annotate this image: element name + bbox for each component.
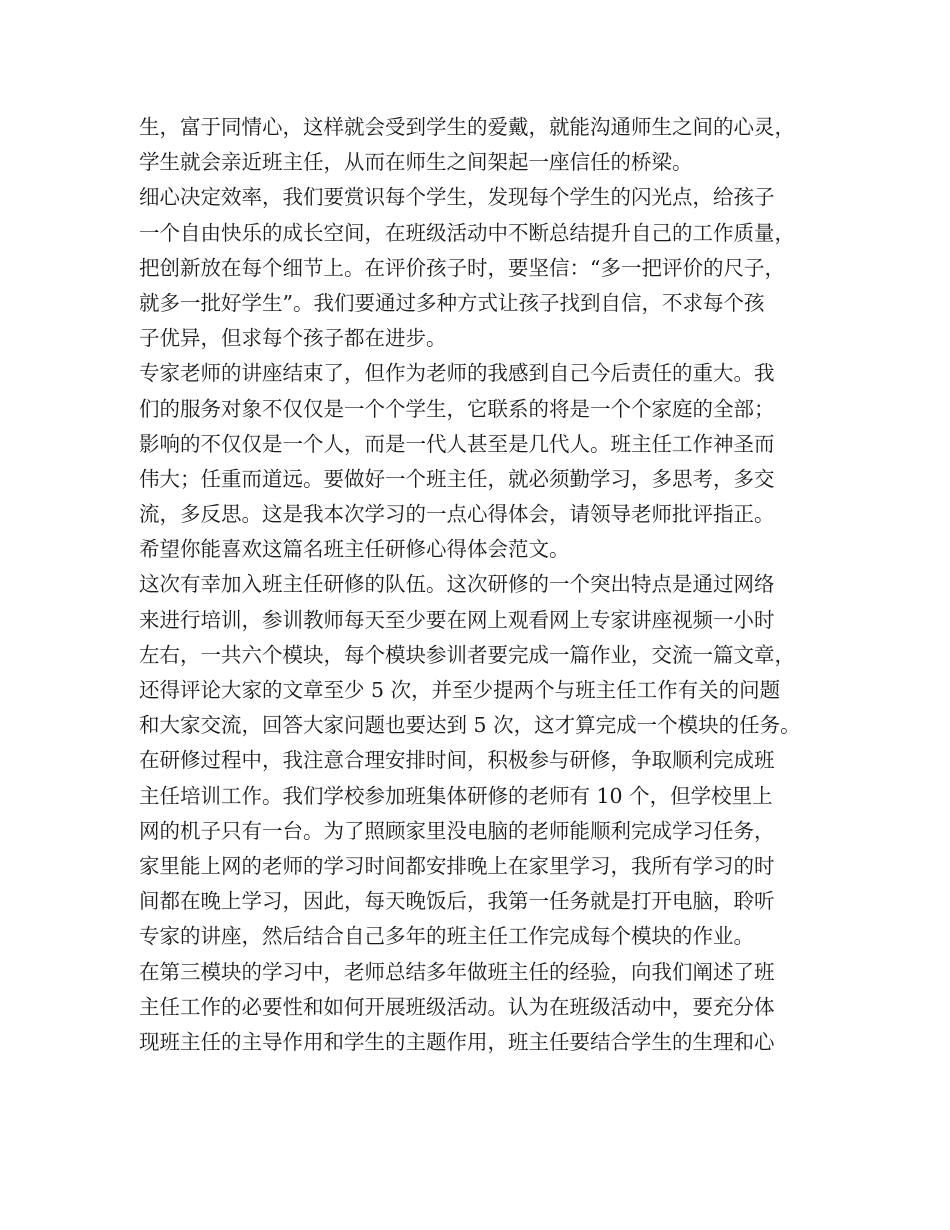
text-line: 生，富于同情心，这样就会受到学生的爱戴，就能沟通师生之间的心灵， — [139, 115, 795, 139]
text-line: 伟大；任重而道远。要做好一个班主任，就必须勤学习，多思考，多交 — [139, 466, 775, 491]
text-line: 把创新放在每个细节上。在评价孩子时，要坚信：“多一把评价的尺子， — [139, 255, 785, 280]
text-line: 细心决定效率，我们要赏识每个学生，发现每个学生的闪光点，给孩子 — [139, 185, 775, 210]
text-line: 这次有幸加入班主任研修的队伍。这次研修的一个突出特点是通过网络 — [139, 572, 775, 597]
text-line: 学生就会亲近班主任，从而在师生之间架起一座信任的桥梁。 — [139, 150, 693, 175]
text-line: 还得评论大家的文章至少 5 次，并至少提两个与班主任工作有关的问题 — [139, 678, 781, 702]
text-line: 一个自由快乐的成长空间，在班级活动中不断总结提升自己的工作质量， — [139, 220, 795, 245]
text-line: 主任培训工作。我们学校参加班集体研修的老师有 10 个，但学校里上 — [139, 783, 773, 808]
text-line: 子优异，但求每个孩子都在进步。 — [139, 326, 447, 351]
text-line: 主任工作的必要性和如何开展班级活动。认为在班级活动中，要充分体 — [139, 994, 775, 1019]
text-line: 左右，一共六个模块，每个模块参训者要完成一篇作业，交流一篇文章， — [139, 642, 795, 667]
text-line: 和大家交流，回答大家问题也要达到 5 次，这才算完成一个模块的任务。 — [139, 713, 801, 738]
text-line: 家里能上网的老师的学习时间都安排晚上在家里学习，我所有学习的时 — [139, 853, 775, 878]
text-line: 就多一批好学生”。我们要通过多种方式让孩子找到自信，不求每个孩 — [139, 290, 765, 315]
text-line: 网的机子只有一台。为了照顾家里没电脑的老师能顺利完成学习任务， — [139, 818, 775, 843]
text-line: 来进行培训，参训教师每天至少要在网上观看网上专家讲座视频一小时 — [139, 607, 775, 632]
text-line: 现班主任的主导作用和学生的主题作用，班主任要结合学生的生理和心 — [139, 1029, 775, 1054]
text-line: 在第三模块的学习中，老师总结多年做班主任的经验，向我们阐述了班 — [139, 959, 775, 984]
text-line: 流，多反思。这是我本次学习的一点心得体会，请领导老师批评指正。 — [139, 502, 775, 527]
text-line: 专家的讲座，然后结合自己多年的班主任工作完成每个模块的作业。 — [139, 924, 754, 949]
text-line: 间都在晚上学习，因此，每天晚饭后，我第一任务就是打开电脑，聆听 — [139, 889, 775, 914]
body-text — [139, 110, 829, 1060]
text-line: 专家老师的讲座结束了，但作为老师的我感到自己今后责任的重大。我 — [139, 361, 775, 386]
text-line: 影响的不仅仅是一个人，而是一代人甚至是几代人。班主任工作神圣而 — [139, 431, 775, 456]
text-line: 在研修过程中，我注意合理安排时间，积极参与研修，争取顺利完成班 — [139, 748, 775, 773]
text-line: 希望你能喜欢这篇名班主任研修心得体会范文。 — [139, 537, 570, 562]
text-line: 们的服务对象不仅仅是一个个学生，它联系的将是一个个家庭的全部； — [139, 396, 775, 421]
